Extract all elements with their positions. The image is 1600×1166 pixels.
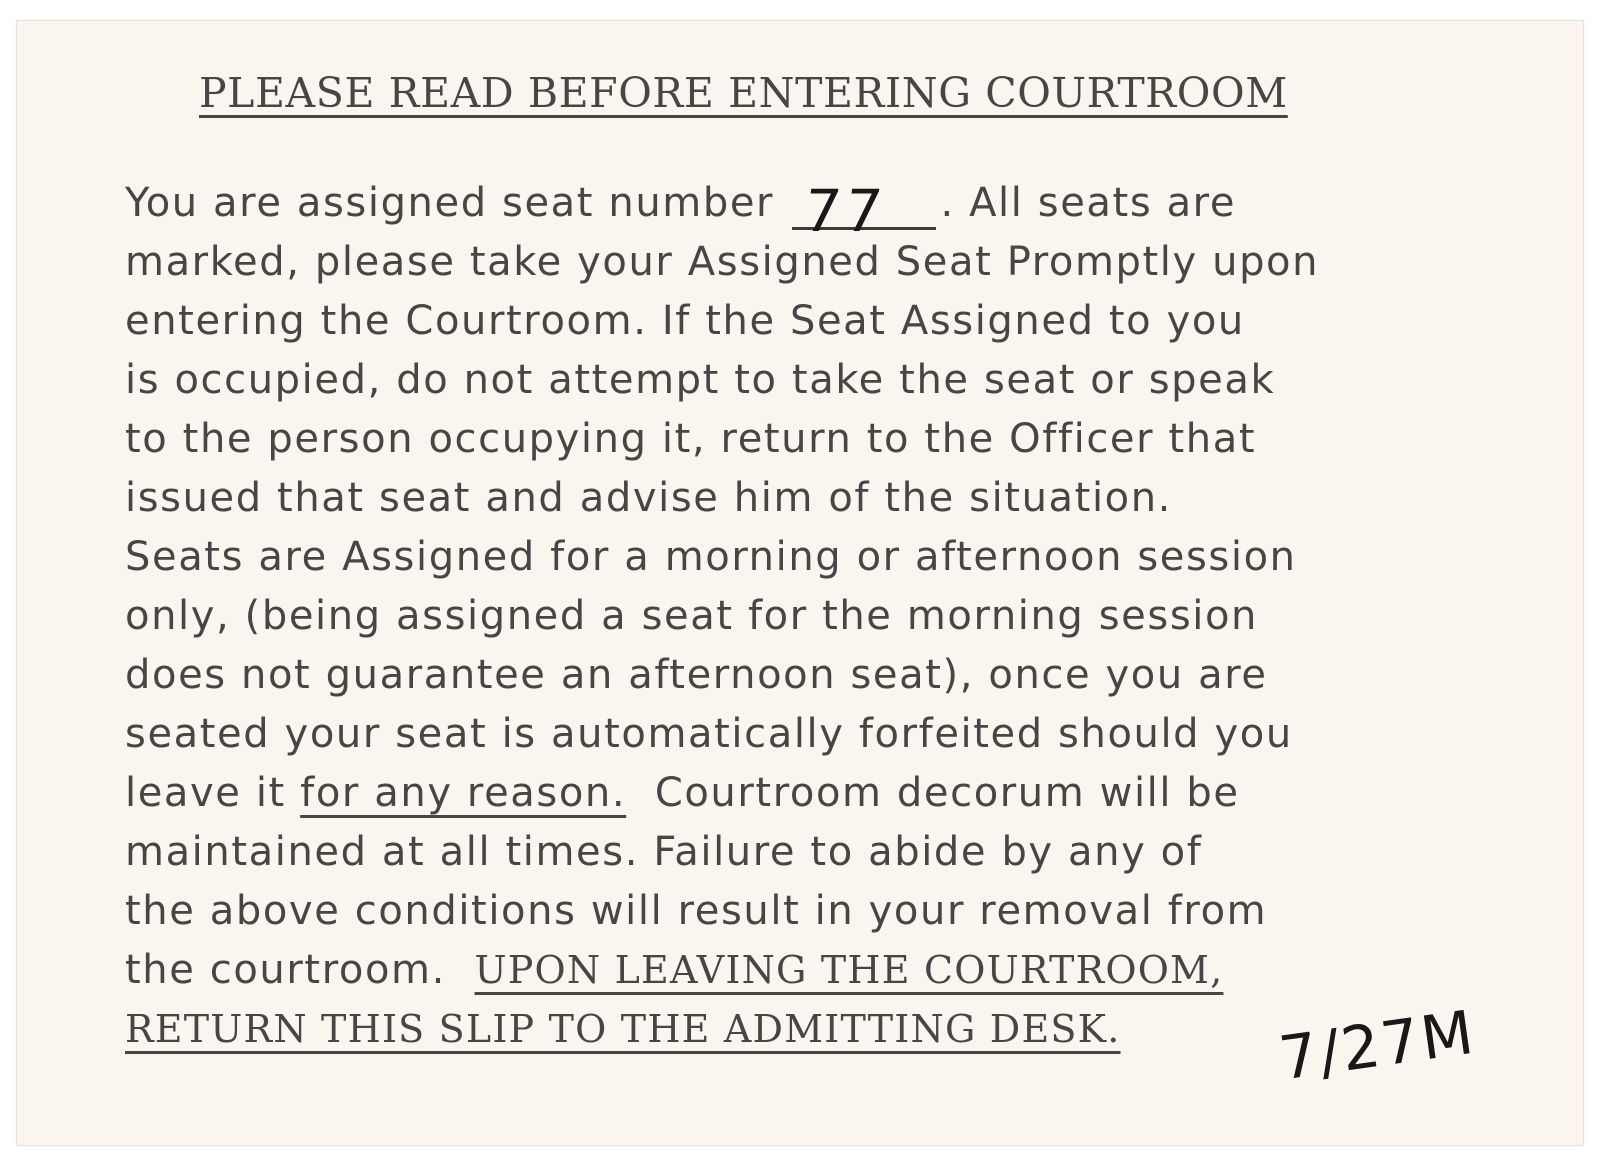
seat-number-blank <box>792 171 936 245</box>
slip-instructions <box>125 171 1565 1059</box>
seat-assignment-tail: . All seats are <box>940 180 1237 226</box>
seat-assignment-text: You are assigned seat number <box>125 180 775 226</box>
leave-text: leave it <box>125 770 286 816</box>
instruction-line: the above conditions will result in your removal from <box>125 888 1268 934</box>
handwritten-seat-number: 77 <box>800 177 890 245</box>
instruction-line: to the person occupying it, return to the Officer that <box>125 416 1257 462</box>
instruction-line: issued that seat and advise him of the situation. <box>125 475 1172 521</box>
instruction-line: is occupied, do not attempt to take the seat or speak <box>125 357 1276 403</box>
courtroom-text: the courtroom. <box>125 947 446 993</box>
slip-heading: PLEASE READ BEFORE ENTERING COURTROOM <box>199 69 1288 117</box>
instruction-line: does not guarantee an afternoon seat), once you are <box>125 652 1268 698</box>
instruction-line <box>125 941 1565 1000</box>
instruction-line: Seats are Assigned for a morning or afternoon session <box>125 534 1297 580</box>
instruction-line: entering the Courtroom. If the Seat Assigned to you <box>125 298 1245 344</box>
leaving-instruction: UPON LEAVING THE COURTROOM, <box>474 948 1224 992</box>
emphasis-any-reason: for any reason. <box>300 770 627 816</box>
instruction-line: seated your seat is automatically forfeited should you <box>125 711 1293 757</box>
handwritten-date-note: 7/27M <box>1275 997 1480 1095</box>
instruction-line: only, (being assigned a seat for the morning session <box>125 593 1259 639</box>
instruction-line <box>125 171 1565 245</box>
return-slip-instruction: RETURN THIS SLIP TO THE ADMITTING DESK. <box>125 1007 1121 1051</box>
instruction-line: maintained at all times. Failure to abide by any of <box>125 829 1203 875</box>
instruction-line: marked, please take your Assigned Seat Promptly upon <box>125 239 1320 285</box>
admission-slip <box>16 20 1584 1146</box>
decorum-text: Courtroom decorum will be <box>654 770 1240 816</box>
instruction-line <box>125 764 1565 823</box>
